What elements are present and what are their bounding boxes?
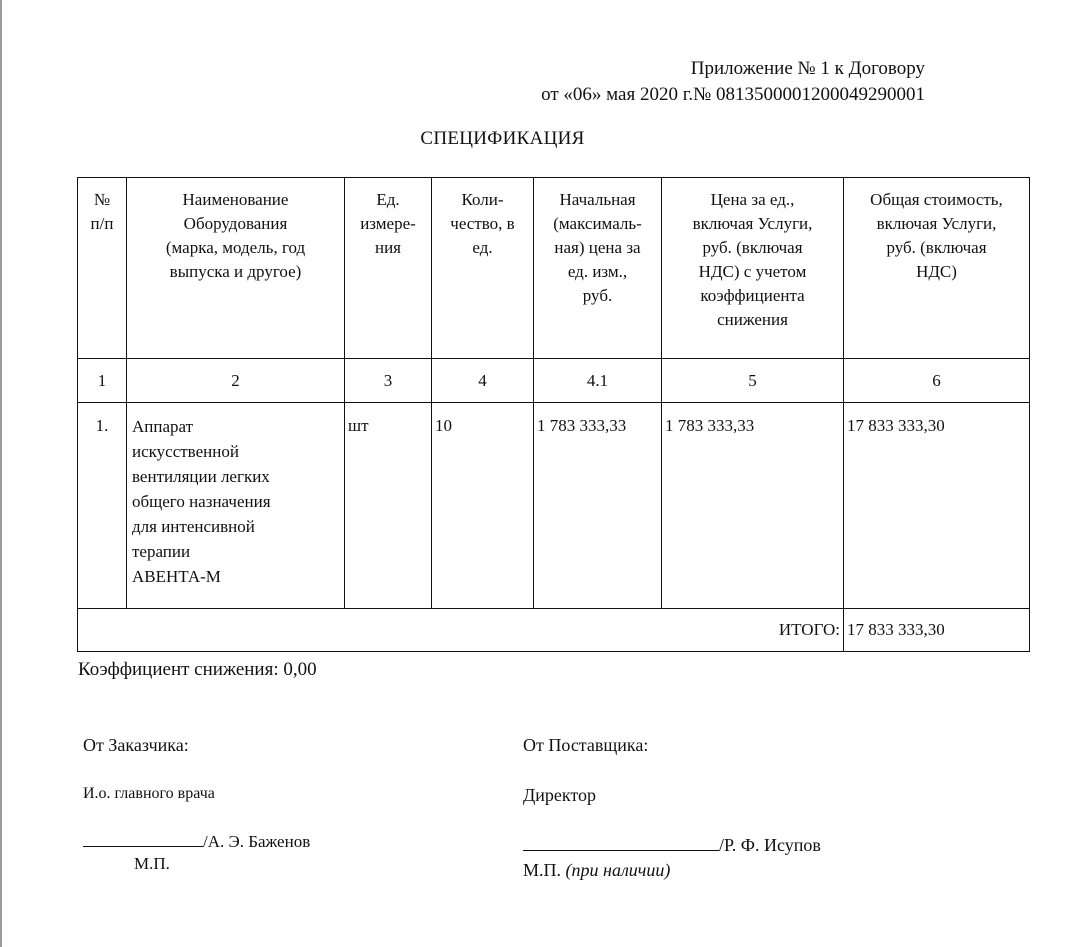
unit-price-value: 1 783 333,33 [662,403,844,609]
document-title: СПЕЦИФИКАЦИЯ [420,128,585,149]
customer-signature [83,830,310,852]
total-value: 17 833 333,30 [844,609,1030,652]
appendix-line-2: от «06» мая 2020 г.№ 0813500001200049290001 [541,84,925,105]
customer-signature-line [83,830,203,847]
appendix-line-1: Приложение № 1 к Договору [690,58,925,79]
specification-table [77,177,1030,652]
supplier-stamp-label: М.П. [523,860,562,880]
initial-price-value: 1 783 333,33 [534,403,662,609]
total-label: ИТОГО: [78,609,844,652]
column-number: 4.1 [534,359,662,403]
customer-stamp: М.П. [134,854,170,873]
column-number: 6 [844,359,1030,403]
header-cell-unit-price: Цена за ед., включая Услуги, руб. (включая НДС) с учетом коэффициента снижения [662,178,844,359]
column-number: 5 [662,359,844,403]
row-number: 1. [78,403,127,609]
column-number: 3 [345,359,432,403]
header-cell-equipment-name: Наименование Оборудования (марка, модель, год выпуска и другое) [127,178,345,359]
reduction-coefficient: Коэффициент снижения: 0,00 [78,659,317,680]
total-cost-value: 17 833 333,30 [844,403,1030,609]
supplier-signatory-name: /Р. Ф. Исупов [719,835,821,855]
total-row [78,609,1030,652]
column-number: 4 [432,359,534,403]
column-number-row [78,359,1030,403]
supplier-position: Директор [523,785,597,805]
table-row [78,403,1030,609]
appendix-header [541,56,925,108]
supplier-signature [523,834,821,856]
equipment-name: Аппарат искусственной вентиляции легких общего назначения для интенсивной терапии АВЕНТА-М [127,403,345,609]
header-cell-unit: Ед. измере- ния [345,178,432,359]
unit-value: шт [345,403,432,609]
header-cell-number: № п/п [78,178,127,359]
supplier-from-label: От Поставщика: [523,735,649,755]
customer-signatory-name: /А. Э. Баженов [203,832,311,851]
table-header-row [78,178,1030,359]
column-number: 2 [127,359,345,403]
column-number: 1 [78,359,127,403]
customer-from-label: От Заказчика: [83,735,189,755]
header-cell-total-cost: Общая стоимость, включая Услуги, руб. (включая НДС) [844,178,1030,359]
supplier-stamp-note: (при наличии) [565,860,671,880]
quantity-value: 10 [432,403,534,609]
supplier-signature-line [523,834,719,851]
header-cell-initial-price: Начальная (максималь- ная) цена за ед. изм., руб. [534,178,662,359]
header-cell-quantity: Коли- чество, в ед. [432,178,534,359]
customer-position: И.о. главного врача [83,785,215,802]
supplier-stamp [523,860,670,881]
